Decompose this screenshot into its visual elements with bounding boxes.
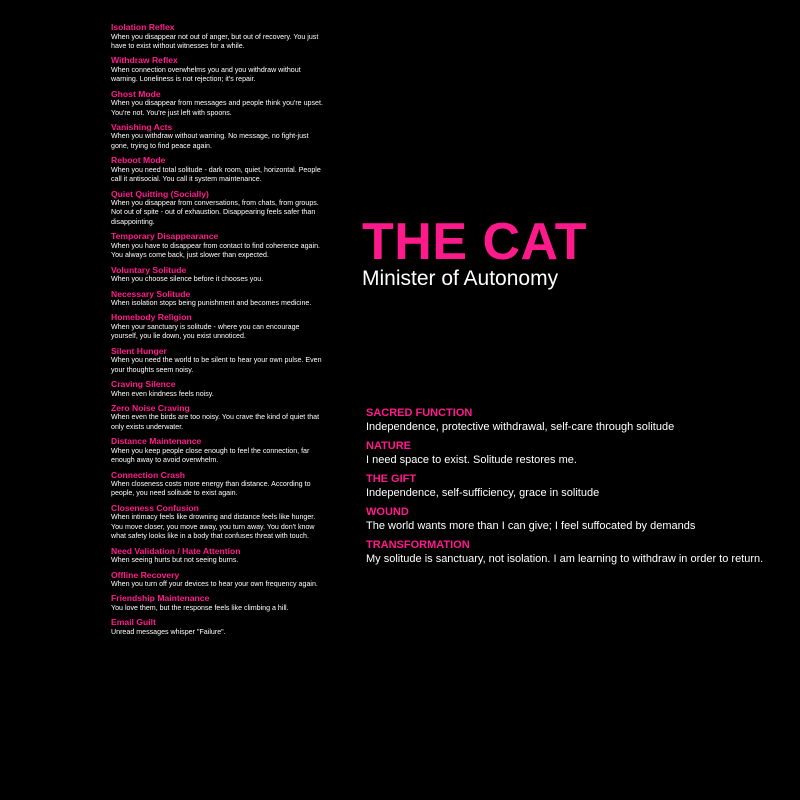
attribute-text: The world wants more than I can give; I feel suffocated by demands [366, 520, 696, 532]
entry-title: Zero Noise Craving [111, 402, 190, 413]
entry-description: When even the birds are too noisy. You crave the kind of quiet that only exists underwater. [111, 413, 320, 431]
page-subtitle: Minister of Autonomy [362, 267, 559, 290]
entry-title: Connection Crash [111, 469, 186, 480]
entry-description: Unread messages whisper "Failure". [111, 627, 226, 636]
entry-title: Vanishing Acts [111, 121, 173, 132]
entry-title: Necessary Solitude [111, 288, 191, 299]
list-item [111, 346, 326, 375]
attribute-label: TRANSFORMATION [366, 539, 470, 551]
list-item [111, 470, 326, 499]
entry-description: When you disappear from messages and people think you're upset. You're not. You're just left with spoons. [111, 99, 323, 117]
entry-title: Friendship Maintenance [111, 593, 210, 604]
entry-description: When connection overwhelms you and you withdraw without warning. Loneliness is not rejection; it's repair. [111, 65, 301, 84]
attribute-sacred-function [366, 406, 776, 434]
list-item [111, 189, 326, 228]
entry-title: Need Validation / Hate Attention [111, 545, 241, 556]
entry-title: Distance Maintenance [111, 436, 202, 447]
attribute-text: My solitude is sanctuary, not isolation. I am learning to withdraw in order to return. [366, 553, 764, 565]
entry-title: Craving Silence [111, 379, 176, 390]
entry-description: When even kindness feels noisy. [111, 389, 214, 398]
entry-title: Silent Hunger [111, 345, 167, 356]
entry-title: Offline Recovery [111, 569, 180, 580]
attribute-nature [366, 439, 776, 467]
list-item [111, 379, 326, 399]
entry-title: Closeness Confusion [111, 502, 199, 513]
entry-description: When isolation stops being punishment and becomes medicine. [111, 299, 312, 307]
list-item [111, 55, 326, 84]
list-item [111, 593, 326, 613]
list-item [111, 312, 326, 341]
list-item [111, 22, 326, 51]
list-item [111, 155, 326, 184]
attribute-label: NATURE [366, 440, 412, 452]
entry-title: Temporary Disappearance [111, 231, 219, 242]
attribute-the-gift [366, 472, 776, 500]
entry-title: Ghost Mode [111, 88, 161, 99]
list-item [111, 289, 326, 309]
entry-title: Quiet Quitting (Socially) [111, 188, 209, 199]
title-block [362, 214, 587, 292]
entry-description: When seeing hurts but not seeing burns. [111, 556, 239, 565]
list-item [111, 265, 326, 285]
entry-title: Homebody Religion [111, 312, 192, 323]
entry-description: When your sanctuary is solitude - where you can encourage yourself, you lie down, you exist unnoticed. [111, 322, 300, 341]
list-item [111, 570, 326, 590]
attribute-label: SACRED FUNCTION [366, 407, 473, 419]
concept-list [111, 22, 326, 641]
entry-description: When closeness costs more energy than distance. According to people, you need solitude to exist again. [111, 480, 311, 498]
entry-description: When you need total solitude - dark room, quiet, horizontal. People call it antisocial. You call it system maintenance. [111, 165, 321, 184]
entry-description: When you disappear from conversations, from chats, from groups. Not out of spite - out of exhaustion. Disappearing feels safer than disappointing. [111, 199, 319, 226]
entry-description: When you keep people close enough to feel the connection, far enough away to avoid overwhelm. [111, 446, 310, 465]
attributes-section [366, 406, 776, 571]
entry-description: When you need the world to be silent to hear your own pulse. Even your thoughts seem noisy. [111, 356, 322, 374]
entry-description: When you have to disappear from contact to find coherence again. You always come back, just slower than expected. [111, 241, 320, 260]
list-item [111, 122, 326, 151]
entry-title: Isolation Reflex [111, 22, 175, 32]
entry-title: Withdraw Reflex [111, 55, 178, 66]
entry-title: Voluntary Solitude [111, 264, 187, 275]
list-item [111, 617, 326, 637]
list-item [111, 546, 326, 566]
attribute-label: WOUND [366, 506, 409, 518]
list-item [111, 89, 326, 118]
list-item [111, 403, 326, 432]
attribute-transformation [366, 538, 776, 566]
entry-title: Reboot Mode [111, 155, 166, 166]
list-item [111, 503, 326, 542]
page-title: THE CAT [362, 213, 587, 271]
entry-description: You love them, but the response feels like climbing a hill. [111, 603, 289, 612]
attribute-label: THE GIFT [366, 473, 417, 485]
attribute-text: Independence, protective withdrawal, self-care through solitude [366, 421, 675, 433]
list-item [111, 231, 326, 260]
attribute-text: I need space to exist. Solitude restores me. [366, 454, 577, 466]
entry-description: When you choose silence before it chooses you. [111, 275, 264, 284]
entry-description: When intimacy feels like drowning and distance feels like hunger. You move closer, you move away, you turn away. You don't know what safety looks like in a body that confuses threat with touch. [111, 513, 316, 541]
attribute-wound [366, 505, 776, 533]
entry-description: When you disappear not out of anger, but out of recovery. You just have to exist without witnesses for a while. [111, 32, 319, 50]
entry-title: Email Guilt [111, 617, 156, 628]
list-item [111, 436, 326, 465]
entry-description: When you withdraw without warning. No message, no fight-just gone, trying to find peace again. [111, 132, 309, 150]
attribute-text: Independence, self-sufficiency, grace in solitude [366, 487, 600, 499]
entry-description: When you turn off your devices to hear your own frequency again. [111, 580, 318, 588]
